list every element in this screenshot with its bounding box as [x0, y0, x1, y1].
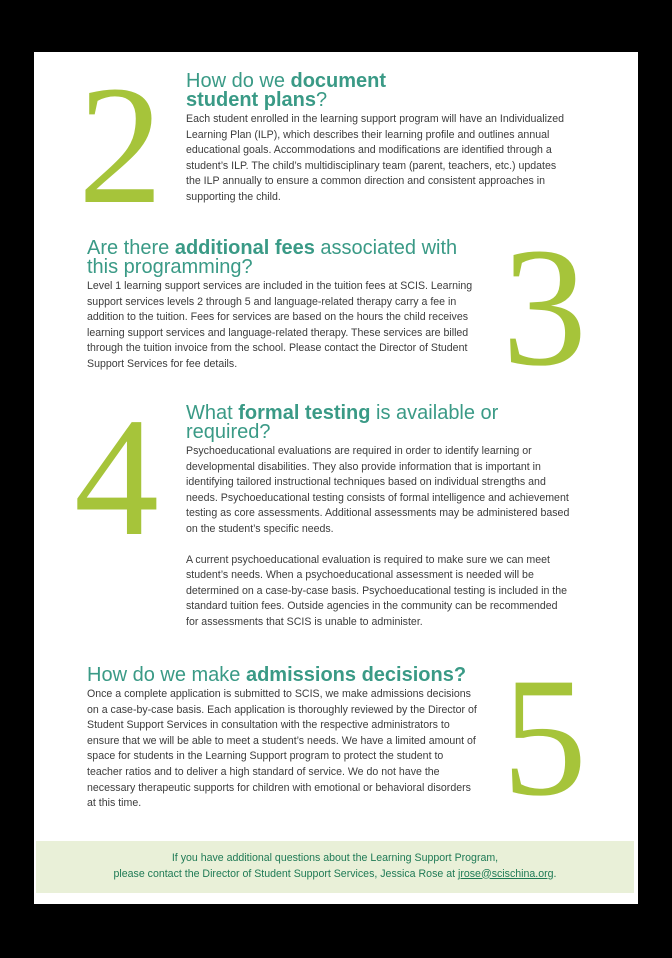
section-formal-testing — [186, 404, 571, 631]
section-document-plans — [186, 72, 571, 206]
footer-line-2 — [36, 867, 634, 883]
section-paragraph: Each student enrolled in the learning support program will have an Individualized Learning Plan (ILP), which describes their learning profile and outlines annual educational goals. Accommodations and modifications are identified through a student’s ILP. The child’s multidisciplinary team (parent, teachers, etc.) updates the ILP annually to ensure a common direction and consistent approaches in supporting the child. — [186, 113, 565, 203]
heading-bold-text: additional fees — [174, 237, 315, 259]
email-link[interactable]: jrose@scischina.org — [457, 867, 554, 880]
section-paragraph: Level 1 learning support services are included in the tuition fees at SCIS. Learning support services levels 2 through 5 and language-related therapy carry a fee in addition to the tuition. Fees for services are based on the hours the child receives learning support services and language-related therapy. These services are billed through the tuition invoice from the school. Please contact the Director of Student Support Services for fee details. — [87, 280, 473, 370]
section-heading — [186, 72, 571, 110]
heading-text: Are there — [87, 237, 175, 259]
section-additional-fees — [87, 239, 482, 373]
footer-line-1: If you have additional questions about the Learning Support Program, — [171, 852, 499, 864]
section-number-5: 5 — [502, 643, 587, 831]
heading-text: How do we — [186, 70, 291, 92]
heading-text: What — [186, 402, 239, 424]
section-paragraph: A current psychoeducational evaluation is required to make sure we can meet student’s needs. When a psychoeducational assessment is needed will be determined on a case-by-case basis. Psychoeducational testing is included in the standard tuition fees. Outside agencies in the community can be recommended for assessments that SCIS is unable to administer. — [186, 553, 568, 628]
section-paragraph: Once a complete application is submitted to SCIS, we make admissions decisions on a case-by-case basis. Each application is thoroughly reviewed by the Director of Student Support Services in consultation with the respective administrators to ensure that we will be able to meet a student’s needs. We have a limited amount of space for students in the Learning Support program to protect the student to teacher ratios and to deliver a high standard of service. We do not have the necessary therapeutic supports for children with emotional or behavioral disorders at this time. — [87, 688, 477, 810]
footer-text: please contact the Director of Student Support Services, Jessica Rose at — [113, 867, 458, 880]
section-admissions-decisions — [87, 666, 479, 812]
heading-text: is available or required? — [186, 402, 499, 443]
section-paragraph: Psychoeducational evaluations are required in order to identify learning or developmental disabilities. They also provide information that is important in identifying tailored instructional techniques based on individual strengths and needs. Psychoeducational testing consists of formal intelligence and achievement testing as core assessments. Additional assessments may be administered based on the student’s specific needs. — [186, 445, 570, 535]
heading-text: associated with this programming? — [87, 237, 458, 278]
section-heading — [87, 666, 479, 685]
brochure-page — [34, 52, 638, 904]
section-heading — [87, 239, 482, 277]
section-heading — [186, 404, 571, 442]
contact-footer — [36, 841, 634, 893]
heading-bold-text: document student plans — [186, 70, 387, 111]
section-number-4: 4 — [74, 383, 159, 571]
heading-bold-text: admissions decisions? — [245, 664, 467, 686]
heading-bold-text: formal testing — [238, 402, 371, 424]
footer-text: . — [553, 867, 557, 880]
section-number-2: 2 — [78, 51, 163, 239]
heading-text: How do we make — [87, 664, 246, 686]
section-number-3: 3 — [502, 213, 587, 401]
heading-text: ? — [316, 89, 328, 111]
